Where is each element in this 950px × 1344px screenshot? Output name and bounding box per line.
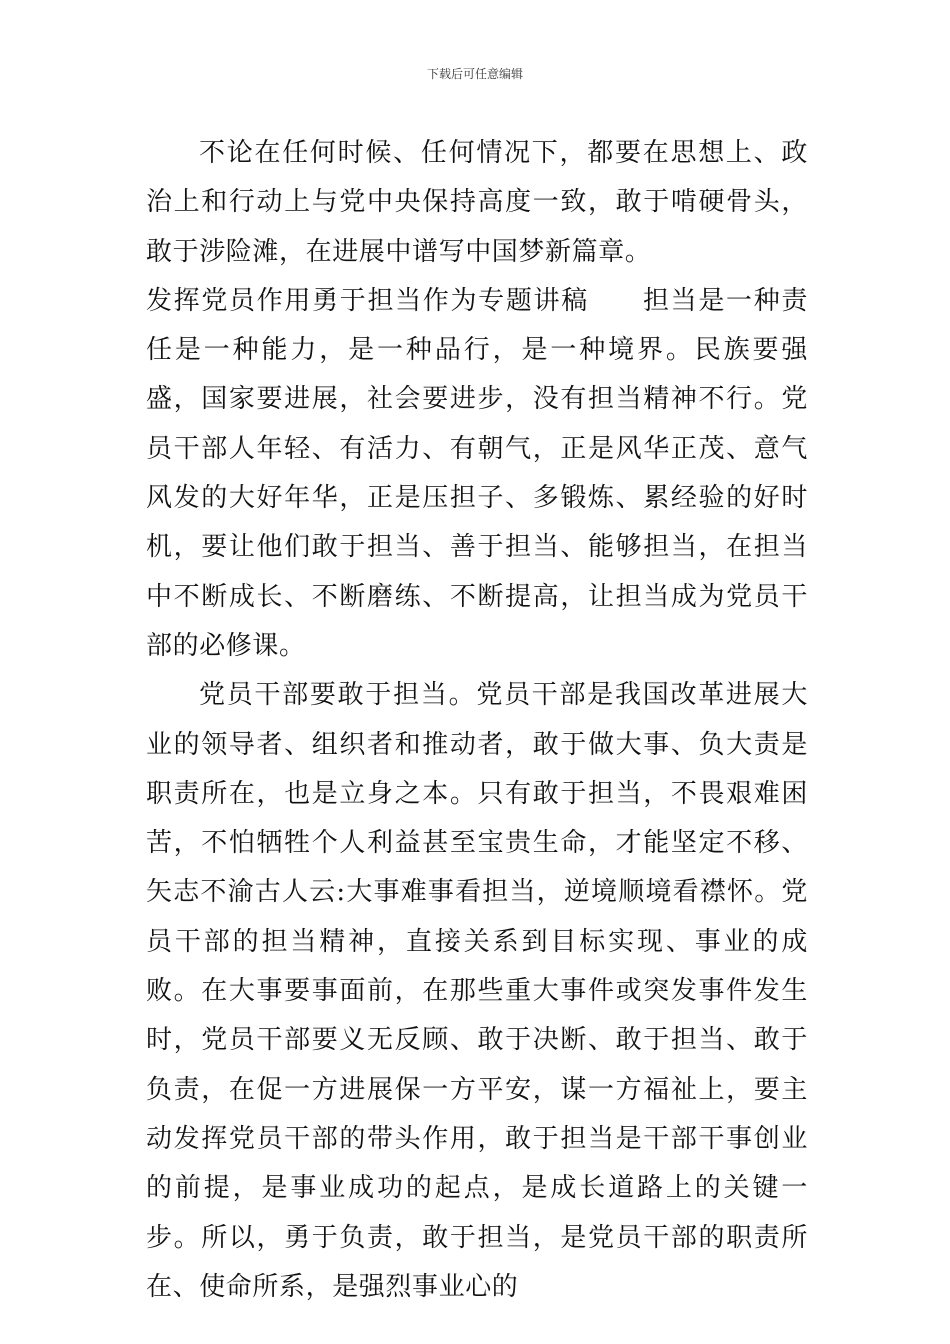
- paragraph-responsibility: 担当是一种责任是一种能力，是一种品行，是一种境界。民族要强盛，国家要进展，社会要进步，没有担当精神不行。党员干部人年轻、有活力、有朝气，正是风华正茂、意气风发的大好年华，正是压担子、多锻炼、累经验的好时机，要让他们敢于担当、善于担当、能够担当，在担当中不断成长、不断磨练、不断提高，让担当成为党员干部的必修课。: [146, 285, 808, 661]
- page-header: 下载后可任意编辑: [426, 67, 523, 81]
- document-body: [146, 129, 808, 1312]
- document-title: 发挥党员作用勇于担当作为专题讲稿: [146, 285, 589, 316]
- paragraph-title-line: [146, 277, 808, 671]
- paragraph-intro: 不论在任何时候、任何情况下，都要在思想上、政治上和行动上与党中央保持高度一致，敢于啃硬骨头，敢于涉险滩，在进展中谱写中国梦新篇章。: [146, 138, 808, 267]
- paragraph-dare-to-act: 党员干部要敢于担当。党员干部是我国改革进展大业的领导者、组织者和推动者，敢于做大事、负大责是职责所在，也是立身之本。只有敢于担当，不畏艰难困苦，不怕牺牲个人利益甚至宝贵生命，才能坚定不移、矢志不渝古人云:大事难事看担当，逆境顺境看襟怀。党员干部的担当精神，直接关系到目标实现、事业的成败。在大事要事面前，在那些重大事件或突发事件发生时，党员干部要义无反顾、敢于决断、敢于担当、敢于负责，在促一方进展保一方平安，谋一方福祉上，要主动发挥党员干部的带头作用，敢于担当是干部干事创业的前提，是事业成功的起点，是成长道路上的关键一步。所以，勇于负责，敢于担当，是党员干部的职责所在、使命所系，是强烈事业心的: [146, 680, 808, 1302]
